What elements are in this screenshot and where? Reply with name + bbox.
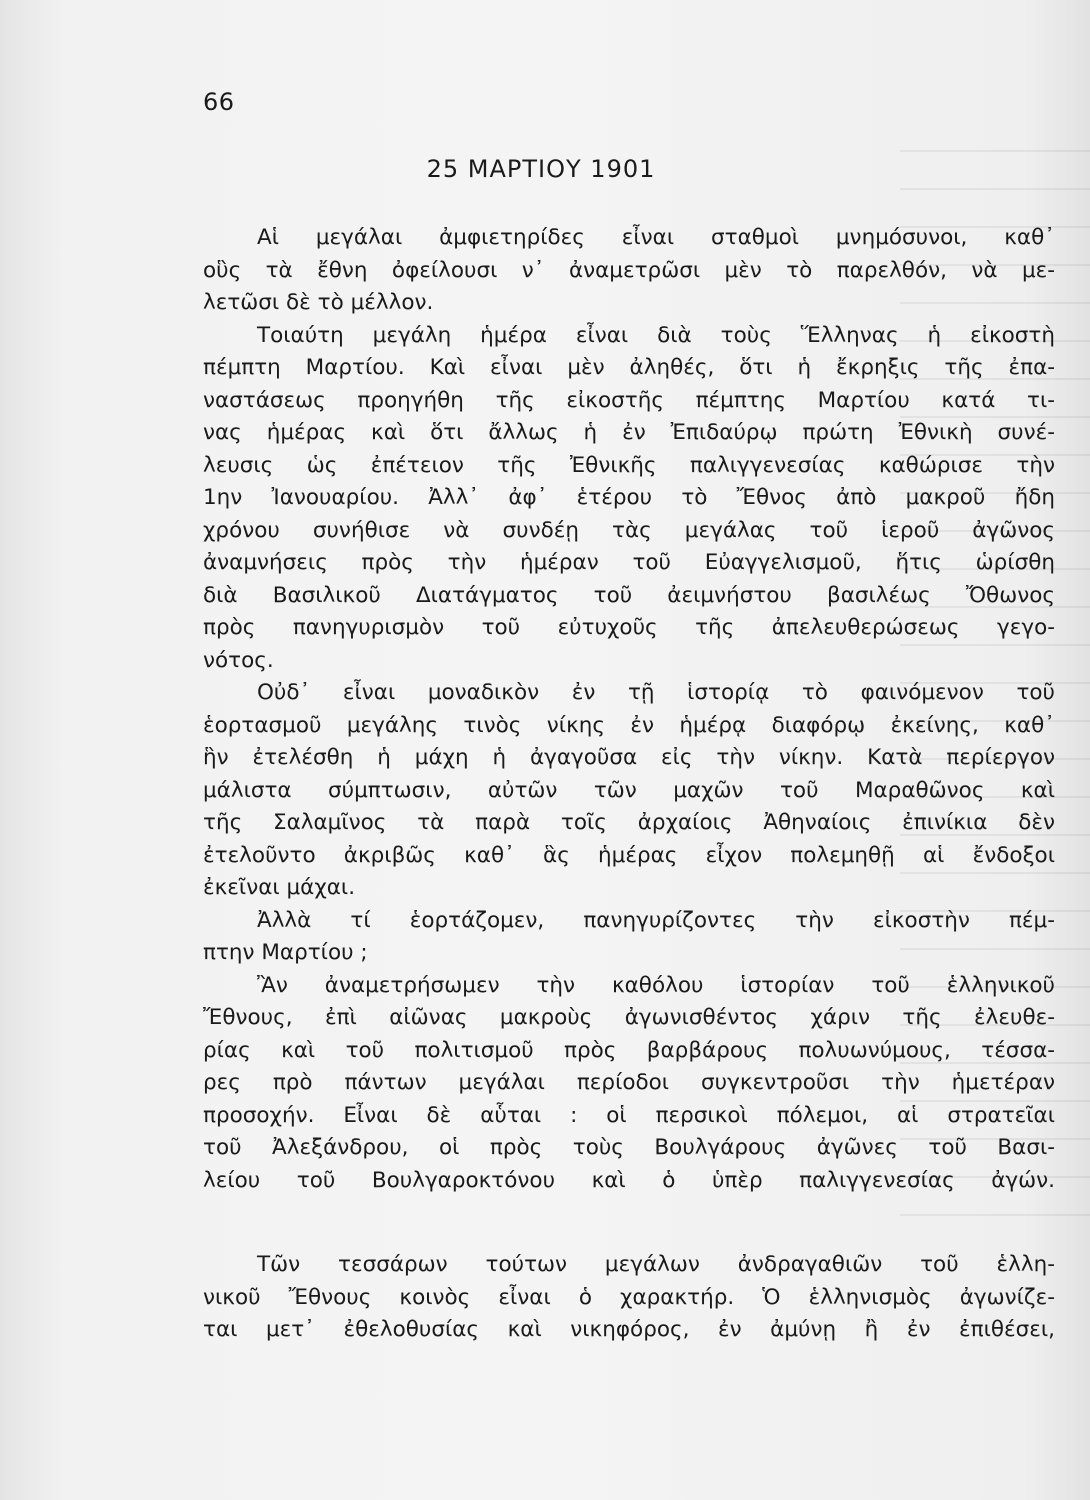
text-line: πτην Μαρτίου ; — [203, 940, 368, 965]
text-line: οὓς τὰ ἔθνη ὀφείλουσι ν᾿ ἀναμετρῶσι μὲν τὸ παρελθόν, νὰ με- — [203, 257, 1055, 283]
text-line: ρες πρὸ πάντων μεγάλαι περίοδοι συγκεντροῦσι τὴν ἡμετέραν — [203, 1070, 1055, 1095]
text-line: ἑορτασμοῦ μεγάλης τινὸς νίκης ἐν ἡμέρᾳ διαφόρῳ ἐκείνης, καθ᾿ — [203, 712, 1055, 738]
text-line: ἀναμνήσεις πρὸς τὴν ἡμέραν τοῦ Εὐαγγελισμοῦ, ἥτις ὡρίσθη — [203, 550, 1055, 575]
text-line: λετῶσι δὲ τὸ μέλλον. — [203, 290, 434, 315]
text-line: Τοιαύτη μεγάλη ἡμέρα εἶναι διὰ τοὺς Ἕλληνας ἡ εἰκοστὴ — [257, 322, 1055, 348]
text-line: 1ην Ἰανουαρίου. Ἀλλ᾿ ἀφ᾿ ἑτέρου τὸ Ἔθνος ἀπὸ μακροῦ ἤδη — [203, 485, 1055, 510]
paragraph-gap — [203, 1197, 1055, 1249]
text-line: λευσις ὡς ἐπέτειον τῆς Ἐθνικῆς παλιγγενεσίας καθώρισε τὴν — [203, 452, 1055, 478]
text-body — [203, 222, 1055, 1347]
text-line: νικοῦ Ἔθνους κοινὸς εἶναι ὁ χαρακτήρ. Ὁ ἑλληνισμὸς ἀγωνίζε- — [203, 1284, 1055, 1310]
text-line: πρὸς πανηγυρισμὸν τοῦ εὐτυχοῦς τῆς ἀπελευθερώσεως γεγο- — [203, 615, 1055, 640]
text-line: προσοχήν. Εἶναι δὲ αὗται : οἱ περσικοὶ πόλεμοι, αἱ στρατεῖαι — [203, 1102, 1055, 1128]
page-title: 25 ΜΑΡΤΙΟΥ 1901 — [426, 155, 656, 183]
text-line: ρίας καὶ τοῦ πολιτισμοῦ πρὸς βαρβάρους πολυωνύμους, τέσσα- — [203, 1037, 1055, 1063]
text-line: χρόνου συνήθισε νὰ συνδέῃ τὰς μεγάλας τοῦ ἱεροῦ ἀγῶνος — [203, 517, 1055, 543]
text-line: λείου τοῦ Βουλγαροκτόνου καὶ ὁ ὑπὲρ παλιγγενεσίας ἀγών. — [203, 1167, 1055, 1193]
text-line: Τῶν τεσσάρων τούτων μεγάλων ἀνδραγαθιῶν τοῦ ἑλλη- — [257, 1252, 1055, 1277]
text-line: διὰ Βασιλικοῦ Διατάγματος τοῦ ἀειμνήστου βασιλέως Ὄθωνος — [203, 582, 1055, 608]
text-line: ναστάσεως προηγήθη τῆς εἰκοστῆς πέμπτης Μαρτίου κατά τι- — [203, 387, 1055, 413]
text-line: νας ἡμέρας καὶ ὅτι ἄλλως ἡ ἐν Ἐπιδαύρῳ πρώτη Ἐθνικὴ συνέ- — [203, 420, 1055, 445]
text-line: Ἀλλὰ τί ἑορτάζομεν, πανηγυρίζοντες τὴν εἰκοστὴν πέμ- — [257, 907, 1055, 933]
text-line: τῆς Σαλαμῖνος τὰ παρὰ τοῖς ἀρχαίοις Ἀθηναίοις ἐπινίκια δὲν — [203, 810, 1055, 835]
text-line: Οὐδ᾿ εἶναι μοναδικὸν ἐν τῇ ἱστορίᾳ τὸ φαινόμενον τοῦ — [257, 680, 1055, 705]
page-number: 66 — [203, 88, 235, 116]
text-line: μάλιστα σύμπτωσιν, αὐτῶν τῶν μαχῶν τοῦ Μαραθῶνος καὶ — [203, 777, 1055, 803]
text-line: τοῦ Ἀλεξάνδρου, οἱ πρὸς τοὺς Βουλγάρους ἀγῶνες τοῦ Βασι- — [203, 1135, 1055, 1160]
text-line: νότος. — [203, 647, 274, 673]
text-line: Αἱ μεγάλαι ἀμφιετηρίδες εἶναι σταθμοὶ μνημόσυνοι, καθ᾿ — [257, 225, 1055, 250]
text-line: Ἂν ἀναμετρήσωμεν τὴν καθόλου ἱστορίαν τοῦ ἑλληνικοῦ — [257, 972, 1055, 998]
text-line: πέμπτη Μαρτίου. Καὶ εἶναι μὲν ἀληθές, ὅτι ἡ ἔκρηξις τῆς ἐπα- — [203, 355, 1055, 380]
text-line: Ἔθνους, ἐπὶ αἰῶνας μακροὺς ἀγωνισθέντος χάριν τῆς ἐλευθε- — [203, 1005, 1055, 1030]
text-line: ἣν ἐτελέσθη ἡ μάχη ἡ ἀγαγοῦσα εἰς τὴν νίκην. Κατὰ περίεργον — [203, 745, 1055, 770]
text-line: ἐτελοῦντο ἀκριβῶς καθ᾿ ἃς ἡμέρας εἶχον πολεμηθῇ αἱ ἔνδοξοι — [203, 842, 1055, 868]
text-line: ται μετ᾿ ἐθελοθυσίας καὶ νικηφόρος, ἐν ἀμύνῃ ἢ ἐν ἐπιθέσει, — [203, 1317, 1055, 1342]
text-line: ἐκεῖναι μάχαι. — [203, 875, 356, 900]
